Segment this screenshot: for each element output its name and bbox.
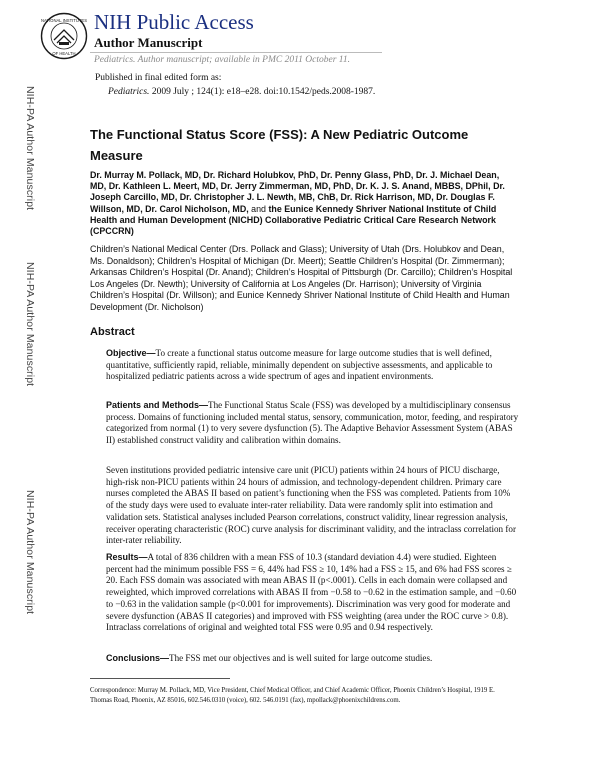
methods-label: Patients and Methods—	[106, 400, 209, 410]
abstract-heading: Abstract	[90, 326, 135, 338]
side-watermark: NIH-PA Author Manuscript	[24, 262, 36, 387]
results-label: Results—	[106, 552, 148, 562]
nih-seal-logo	[40, 12, 88, 60]
svg-text:OF HEALTH: OF HEALTH	[52, 51, 76, 56]
objective-label: Objective—	[106, 348, 156, 358]
citation-journal: Pediatrics.	[108, 87, 150, 97]
author-conjunction: and	[248, 203, 269, 214]
side-watermark: NIH-PA Author Manuscript	[24, 86, 36, 211]
published-label: Published in final edited form as:	[95, 73, 222, 83]
header-divider	[90, 52, 382, 53]
header-title: NIH Public Access	[94, 10, 254, 34]
citation	[108, 88, 375, 98]
header-availability-note: Pediatrics. Author manuscript; available in PMC 2011 October 11.	[94, 55, 350, 65]
article-title: The Functional Status Score (FSS): A New Pediatric Outcome Measure	[90, 127, 469, 163]
abstract-results	[106, 552, 520, 634]
citation-details: 2009 July ; 124(1): e18–e28. doi:10.1542/peds.2008-1987.	[149, 87, 376, 97]
author-names: Dr. Murray M. Pollack, MD, Dr. Richard Holubkov, PhD, Dr. Penny Glass, PhD, Dr. J. Michael Dean, MD, Dr. Kathleen L. Meert, MD, Dr. Jerry Zimmerman, MD, PhD, Dr. K. J. S. Anand, MBBS, DPhil, Dr. Joseph Carcillo, MD, Dr. Christopher J. L. Newth, MB, ChB, Dr. Rick Harrison, MD, Dr. Douglas F. Willson, MD, Dr. Carol Nicholson, MD,	[90, 170, 505, 214]
methods-text: The Functional Status Scale (FSS) was developed by a multidisciplinary consensus process. Domains of functioning included mental status, sensory, communication, motor, feeding, and respiratory categorized from normal (1) to very severe dysfunction (5). The Adaptive Behavior Assessment System (ABAS II) established construct validity and calibration within domains.	[106, 400, 519, 446]
header-subtitle: Author Manuscript	[94, 35, 203, 50]
svg-text:NATIONAL INSTITUTES: NATIONAL INSTITUTES	[40, 18, 88, 23]
abstract-institutions: Seven institutions provided pediatric intensive care unit (PICU) patients within 24 hours of PICU discharge, high-risk non-PICU patients within 24 hours of admission, and technology-dependent children. Primary care nurses completed the ABAS II based on patient’s functioning when the FSS was completed. Patients from 10% of the study days were used to evaluate inter-rater reliability. Data were randomly split into estimation and validation sets. Statistical analyses included Pearson correlations, construct validity, linear regression analysis, receiver operating characteristic (ROC) curve analysis for discriminant validity, and the intraclass correlation for inter-rater reliability.	[106, 465, 516, 546]
abstract-objective	[106, 348, 520, 383]
objective-text: To create a functional status outcome measure for large outcome studies that is well defined, quantitative, sufficiently rapid, reliable, minimally dependent on subjective assessments, and applicable to hospitalized pediatric patients across a wide spectrum of ages and inpatient environments.	[106, 348, 493, 382]
abstract-methods	[106, 400, 520, 447]
footnote-divider	[90, 678, 230, 679]
side-watermark: NIH-PA Author Manuscript	[24, 490, 36, 615]
conclusions-label: Conclusions—	[106, 653, 170, 663]
affiliations: Children’s National Medical Center (Drs. Pollack and Glass); University of Utah (Drs. Holubkov and Dean, Ms. Donaldson); Children’s Hospital of Michigan (Dr. Meert); Seattle Children’s Hospital (Dr. Zimmerman); Arkansas Children’s Hospital (Dr. Anand); Children’s Hospital of Pittsburgh (Dr. Carcillo); Children’s Hospital Los Angeles (Dr. Newth); University of California at Los Angeles (Dr. Harrison); University of Virginia Children’s Hospital (Dr. Willson); and Eunice Kennedy Shriver National Institute of Child Health and Human Development (Dr. Nicholson)	[90, 244, 513, 312]
abstract-conclusions	[106, 653, 520, 665]
conclusions-text: The FSS met our objectives and is well suited for large outcome studies.	[169, 653, 433, 663]
results-text: A total of 836 children with a mean FSS of 10.3 (standard deviation 4.4) were studied. Eighteen percent had the minimum possible FSS = 6, 44% had FSS ≥ 10, 14% had a FSS ≥ 15, and 6% had FSS scores ≥ 20. Each FSS domain was associated with mean ABAS II (p<.0001). Cells in each domain were collapsed and reweighted, which improved correlations with ABAS II from −0.58 to −0.62 in the estimation sample, and −0.60 to −0.63 in the validation sample (p<0.001 for improvements). Discrimination was very good for moderate and severe dysfunction (ABAS II categories) and improved with FSS weighting (area under the ROC curve > 0.8). Intraclass correlations of original and weighted total FSS were 0.95 and 0.94 respectively.	[106, 552, 517, 633]
author-group: the Eunice Kennedy Shriver National Institute of Child Health and Human Development (NICHD) Collaborative Pediatric Critical Care Research Network (CPCCRN)	[90, 203, 497, 237]
author-list	[90, 170, 514, 237]
correspondence-footnote: Correspondence: Murray M. Pollack, MD, Vice President, Chief Medical Officer, and Chief Academic Officer, Phoenix Children’s Hospital, 1919 E. Thomas Road, Phoenix, AZ 85016, 602.546.0310 (voice), 602. 546.0191 (fax), mpollack@phoenixchildrens.com.	[90, 687, 495, 704]
